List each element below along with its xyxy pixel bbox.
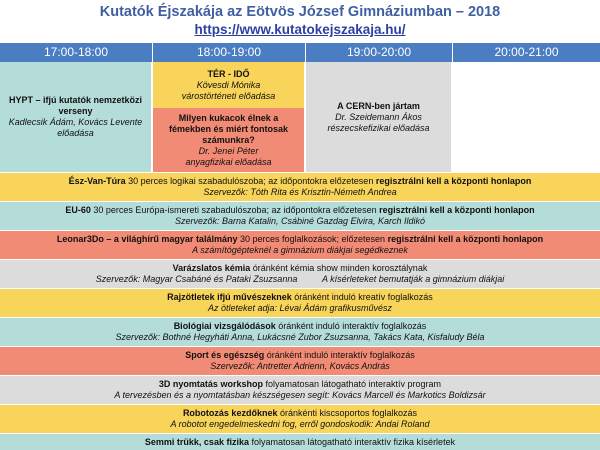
program-line [0,379,600,390]
program-line [0,234,600,245]
time-slot-2: 18:00-19:00 [196,45,262,59]
program-name: Varázslatos kémia [172,263,251,273]
header [0,0,600,43]
talk-presenter: Dr. Szeidemann Ákos [335,111,422,122]
website-link[interactable]: https://www.kutatokejszakaja.hu/ [194,22,406,37]
time-slot-3: 19:00-20:00 [346,45,412,59]
program-row [0,230,600,259]
program-name: EU-60 [65,205,91,215]
time-slot-1: 17:00-18:00 [43,45,109,59]
registration-note: regisztrálni kell a központi honlapon [387,234,544,244]
registration-note: regisztrálni kell a központi honlapon [375,176,532,186]
program-row [0,346,600,375]
talk-title: HYPT – ifjú kutatók nemzetközi verseny [8,95,143,116]
program-description: óránként induló interaktív foglalkozás [275,321,427,331]
program-row [0,201,600,230]
program-row [0,172,600,201]
talk-type: előadása [57,128,94,138]
program-organizers: Szervezők: Tóth Rita és Krisztin-Németh Andrea [203,187,397,197]
program-name: Semmi trükk, csak fizika [144,436,249,447]
program-name: Ész-Van-Túra [68,176,126,186]
talk-title: A CERN-ben jártam [337,100,420,111]
program-organizers: Az ötleteket adja: Lévai Ádám grafikusművész [207,303,393,313]
program-name: Robotozás kezdőknek [182,408,278,418]
program-row [0,375,600,404]
program-name: Sport és egészség [185,350,265,360]
program-organizers: A számítógépteknél a gimnázium diákjai segédkeznek [192,245,408,255]
talk-presenters: Kadlecsik Ádám, Kovács Levente [8,117,143,127]
program-description: folyamatosan látogatható interaktív program [262,379,442,389]
program-name: Leonar3Do – a világhírű magyar találmány [56,234,238,244]
program-organizers: A tervezésben és a nyomtatásban készségesen segít: Kovács Marcell és Markotics Boldizsár [114,390,486,400]
program-line [0,205,600,216]
program-row [0,433,600,450]
program-name: Biológiai vizsgálódások [173,321,276,331]
program-organizers: Szervezők: Antretter Adrienn, Kovács András [210,361,390,371]
program-description: 30 perces logikai szabadulószoba; az időpontokra előzetesen [125,176,376,186]
program-name: 3D nyomtatás workshop [158,379,263,389]
program-organizers: Szervezők: Bothné Hegyháti Anna, Lukácsné Zubor Zsuzsanna, Takács Kata, Kisfaludy Béla [115,332,485,342]
talk-type: anyagfizikai előadása [185,156,272,167]
program-line [0,350,600,361]
time-slot-header [0,43,600,62]
registration-note: regisztrálni kell a központi honlapon [379,205,535,215]
program-organizers: Szervezők: Magyar Csabáné és Pataki Zsuzsanna A kísérleteket bemutatják a gimnázium diákjai [95,274,505,284]
program-line [0,176,600,187]
program-organizers: Szervezők: Barna Katalin, Csábiné Gazdag Elvira, Karch Ildikó [174,216,426,226]
talk-type: részecskefizikai előadása [327,122,430,133]
program-description: 30 perces Európa-ismereti szabadulószoba; az időpontokra előzetesen [90,205,380,215]
talk-hypt [0,62,152,172]
program-description: óránkénti kiscsoportos foglalkozás [277,408,418,418]
program-row [0,288,600,317]
program-row [0,259,600,288]
talk-presenter: Kövesdi Mónika [196,79,261,90]
program-row [0,404,600,433]
program-line [0,292,600,303]
program-description: óránként induló kreatív foglalkozás [291,292,433,302]
program-description: óránként kémia show minden korosztálynak [250,263,428,273]
program-organizers: A robotot engedelmeskedni fog, erről gondoskodik: Andai Roland [170,419,430,429]
program-name: Rajzötletek ifjú művészeknek [167,292,292,302]
page-title: Kutatók Éjszakája az Eötvös József Gimnáziumban – 2018 [99,4,501,20]
program-line [0,321,600,332]
talk-title: Milyen kukacok élnek a fémekben és miért fontosak számunkra? [168,112,289,145]
program-description: 30 perces foglalkozások; előzetesen [237,234,388,244]
talk-cern [306,62,452,172]
talk-type: várostörténeti előadása [181,90,276,101]
empty-slot [453,62,600,172]
program-description: folyamatosan látogatható interaktív fizika kísérletek [248,436,456,447]
time-slot-4: 20:00-21:00 [494,45,559,59]
talk-presenter: Dr. Jenei Péter [198,145,259,156]
talk-title: TÉR - IDŐ [207,68,250,79]
program-line [0,263,600,274]
program-description: óránként induló interaktív foglalkozás [264,350,415,360]
program-row [0,317,600,346]
program-line [0,437,600,448]
talk-kukacok [153,108,305,172]
program-line [0,408,600,419]
talk-ter-ido [153,62,305,108]
